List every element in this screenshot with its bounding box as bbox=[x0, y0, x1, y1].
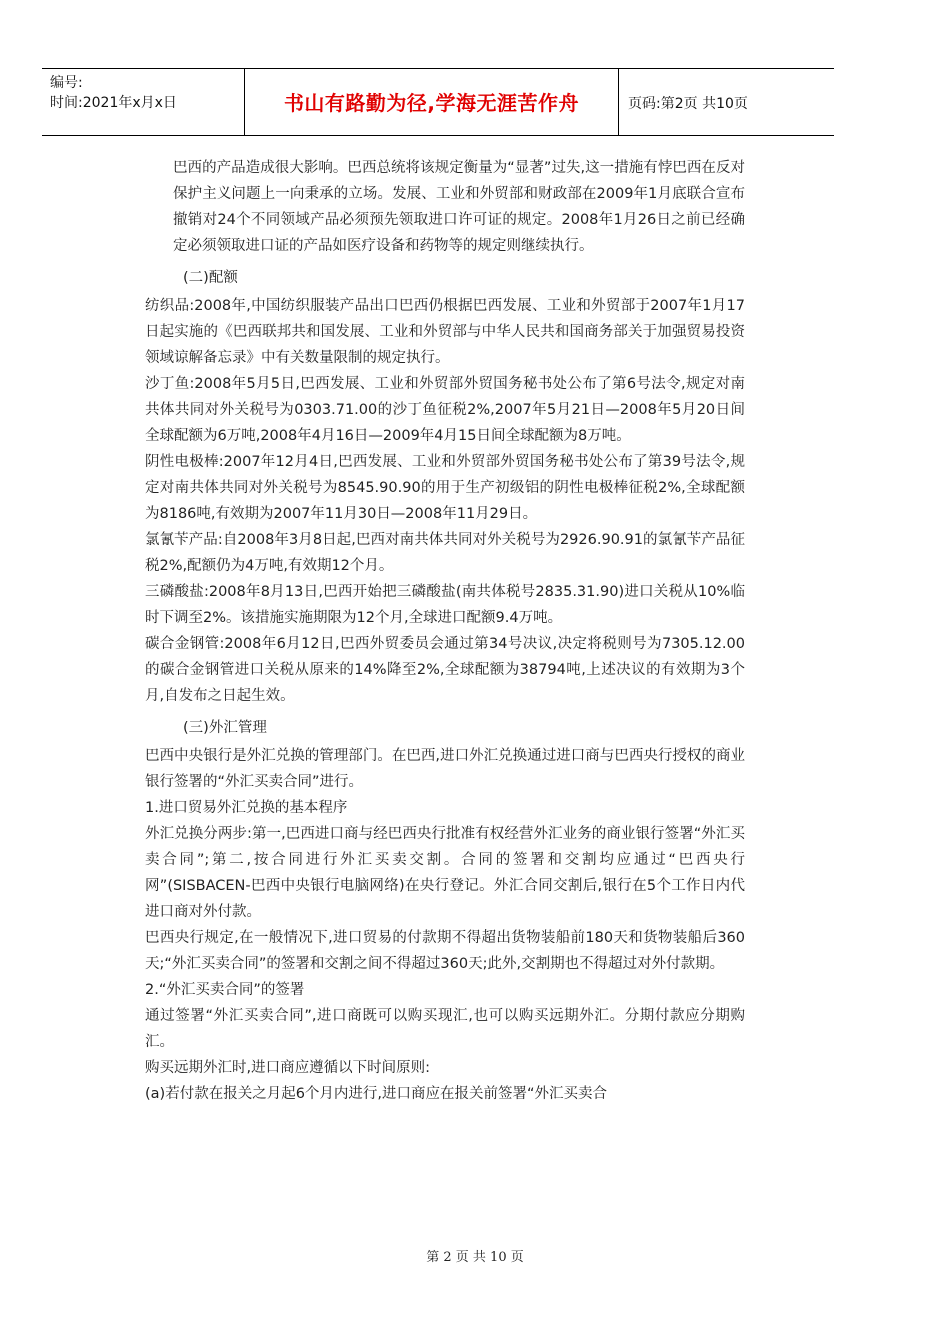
paragraph-chlorocyanide: 氯氰苄产品:自2008年3月8日起,巴西对南共体共同对外关税号为2926.90.91的氯氰苄产品征税2%,配额仍为4万吨,有效期12个月。 bbox=[145, 532, 745, 574]
page-header bbox=[42, 68, 834, 136]
paragraph-electrode-rods: 阴性电极棒:2007年12月4日,巴西发展、工业和外贸部外贸国务秘书处公布了第39号法令,规定对南共体共同对外关税号为8545.90.90的用于生产初级铝的阴性电极棒征税2%,全球配额为8186吨,有效期为2007年11月30日—2008年11月29日。 bbox=[145, 454, 745, 522]
paragraph-sardines: 沙丁鱼:2008年5月5日,巴西发展、工业和外贸部外贸国务秘书处公布了第6号法令,规定对南共体共同对外关税号为0303.71.00的沙丁鱼征税2%,2007年5月21日—2008年5月20日间全球配额为6万吨,2008年4月16日—2009年4月15日间全球配额为8万吨。 bbox=[145, 376, 745, 444]
paragraph-textiles: 纺织品:2008年,中国纺织服装产品出口巴西仍根据巴西发展、工业和外贸部于2007年1月17日起实施的《巴西联邦共和国发展、工业和外贸部与中华人民共和国商务部关于加强贸易投资领域谅解备忘录》中有关数量限制的规定执行。 bbox=[145, 298, 745, 366]
header-meta bbox=[50, 73, 246, 113]
page-footer: 第 2 页 共 10 页 bbox=[426, 1250, 524, 1265]
section-heading-forex: (三)外汇管理 bbox=[183, 720, 267, 736]
paragraph-payment-period: 巴西央行规定,在一般情况下,进口贸易的付款期不得超出货物装船前180天和货物装船后360天;“外汇买卖合同”的签署和交割之间不得超过360天;此外,交割期也不得超过对外付款期。 bbox=[145, 930, 745, 972]
paragraph-spot-forward: 通过签署“外汇买卖合同”,进口商既可以购买现汇,也可以购买远期外汇。分期付款应分期购汇。 bbox=[145, 1008, 745, 1050]
document-number-label: 编号: bbox=[50, 75, 83, 91]
header-motto: 书山有路勤为径,学海无涯苦作舟 bbox=[283, 91, 580, 115]
header-page-number: 页码:第2页 共10页 bbox=[628, 96, 748, 112]
subheading-contract-signing: 2.“外汇买卖合同”的签署 bbox=[145, 982, 305, 998]
paragraph-rule-a: (a)若付款在报关之月起6个月内进行,进口商应在报关前签署“外汇买卖合 bbox=[145, 1086, 608, 1102]
paragraph-time-principles: 购买远期外汇时,进口商应遵循以下时间原则: bbox=[145, 1060, 430, 1076]
document-body bbox=[145, 155, 745, 1107]
document-date-label: 时间:2021年x月x日 bbox=[50, 95, 177, 111]
subheading-procedure: 1.进口贸易外汇兑换的基本程序 bbox=[145, 800, 348, 816]
paragraph-central-bank: 巴西中央银行是外汇兑换的管理部门。在巴西,进口外汇兑换通过进口商与巴西央行授权的商业银行签署的“外汇买卖合同”进行。 bbox=[145, 748, 745, 790]
paragraph-triphosphate: 三磷酸盐:2008年8月13日,巴西开始把三磷酸盐(南共体税号2835.31.90)进口关税从10%临时下调至2%。该措施实施期限为12个月,全球进口配额9.4万吨。 bbox=[145, 584, 745, 626]
paragraph-two-steps: 外汇兑换分两步:第一,巴西进口商与经巴西央行批准有权经营外汇业务的商业银行签署“外汇买卖合同”;第二,按合同进行外汇买卖交割。合同的签署和交割均应通过“巴西央行网”(SISBACEN-巴西中央银行电脑网络)在央行登记。外汇合同交割后,银行在5个工作日内代进口商对外付款。 bbox=[145, 826, 745, 920]
header-divider bbox=[618, 69, 619, 135]
intro-paragraph: 巴西的产品造成很大影响。巴西总统将该规定衡量为“显著”过失,这一措施有悖巴西在反对保护主义问题上一向秉承的立场。发展、工业和外贸部和财政部在2009年1月底联合宣布撤销对24个不同领域产品必须预先领取进口许可证的规定。2008年1月26日之前已经确定必须领取进口证的产品如医疗设备和药物等的规定则继续执行。 bbox=[173, 160, 745, 254]
section-heading-quota: (二)配额 bbox=[183, 270, 238, 286]
paragraph-steel-pipes: 碳合金钢管:2008年6月12日,巴西外贸委员会通过第34号决议,决定将税则号为7305.12.00的碳合金钢管进口关税从原来的14%降至2%,全球配额为38794吨,上述决议的有效期为3个月,自发布之日起生效。 bbox=[145, 636, 745, 704]
